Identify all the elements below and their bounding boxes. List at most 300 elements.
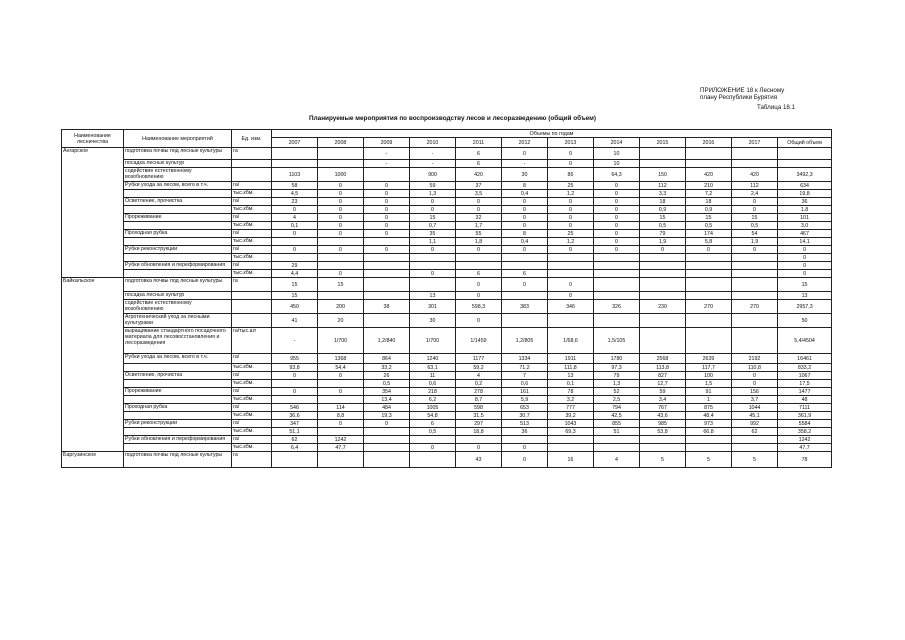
value-cell: 0 — [410, 198, 456, 206]
value-cell: 31,5 — [456, 412, 502, 420]
value-cell: 0,1 — [272, 222, 318, 230]
unit-cell: га — [232, 452, 272, 468]
value-cell: 3,5 — [456, 190, 502, 198]
table-row — [62, 404, 832, 412]
value-cell: 900 — [410, 168, 456, 182]
value-cell: 1780 — [594, 354, 640, 364]
value-cell — [364, 452, 410, 468]
year-header: 2011 — [456, 138, 502, 148]
value-cell: 0 — [732, 206, 778, 214]
value-cell — [640, 270, 686, 278]
value-cell — [640, 444, 686, 452]
value-cell: 16 — [548, 452, 594, 468]
value-cell: 0 — [594, 222, 640, 230]
value-cell: 794 — [594, 404, 640, 412]
value-cell: 19,8 — [778, 190, 832, 198]
value-cell: 3,2 — [548, 396, 594, 404]
value-cell: 54,4 — [318, 364, 364, 372]
value-cell: 30 — [502, 168, 548, 182]
value-cell: 0 — [778, 246, 832, 254]
value-cell: 420 — [686, 168, 732, 182]
forest-plan-table — [61, 129, 832, 468]
value-cell: 0,5 — [686, 222, 732, 230]
value-cell: 51,1 — [272, 428, 318, 436]
activity-name: Рубки реконструкции — [124, 246, 232, 254]
value-cell: 0 — [410, 206, 456, 214]
forestry-name: Байкальское — [62, 278, 124, 452]
value-cell: 23 — [272, 198, 318, 206]
value-cell — [364, 436, 410, 444]
value-cell: 93,8 — [272, 364, 318, 372]
value-cell: 0 — [318, 270, 364, 278]
value-cell: 484 — [364, 404, 410, 412]
unit-cell: тыс.кбм. — [232, 364, 272, 372]
value-cell — [594, 278, 640, 292]
unit-cell: га/ — [232, 182, 272, 190]
activity-name: посадка лесных культур — [124, 292, 232, 300]
value-cell — [686, 292, 732, 300]
value-cell: 955 — [272, 354, 318, 364]
value-cell: 210 — [686, 182, 732, 190]
value-cell: 0,5 — [640, 222, 686, 230]
value-cell: 15 — [318, 278, 364, 292]
value-cell — [318, 148, 364, 160]
value-cell — [364, 168, 410, 182]
value-cell — [318, 396, 364, 404]
value-cell: 5584 — [778, 420, 832, 428]
value-cell: 0 — [318, 190, 364, 198]
unit-cell — [232, 160, 272, 168]
value-cell: 0,6 — [502, 380, 548, 388]
value-cell — [732, 254, 778, 262]
value-cell: 20 — [318, 314, 364, 328]
value-cell: 1043 — [548, 420, 594, 428]
appendix-line-2: плану Республики Бурятия — [700, 94, 778, 102]
table-row — [62, 300, 832, 314]
value-cell: 0 — [410, 270, 456, 278]
value-cell: 230 — [640, 300, 686, 314]
activity-name: Рубки обновления и переформирования — [124, 262, 232, 270]
value-cell: 5,4/4504 — [778, 328, 832, 354]
col-unit: Ед. изм. — [232, 130, 272, 148]
activity-name — [124, 412, 232, 420]
value-cell — [732, 278, 778, 292]
value-cell — [364, 238, 410, 246]
value-cell: 1,8 — [456, 238, 502, 246]
value-cell — [318, 262, 364, 270]
activity-name: Проходная рубка — [124, 404, 232, 412]
value-cell: 14,1 — [778, 238, 832, 246]
value-cell — [640, 278, 686, 292]
value-cell: 5 — [732, 452, 778, 468]
activity-name: Осветление, прочистка — [124, 372, 232, 380]
value-cell: 54 — [732, 230, 778, 238]
activity-name: содействие естественному возобновлению — [124, 168, 232, 182]
year-header: 2013 — [548, 138, 594, 148]
value-cell: 25 — [548, 230, 594, 238]
value-cell: 101 — [778, 214, 832, 222]
value-cell — [548, 262, 594, 270]
value-cell: 0 — [318, 372, 364, 380]
value-cell — [364, 314, 410, 328]
forestry-name: Ангарское — [62, 148, 124, 278]
value-cell: 29 — [272, 262, 318, 270]
value-cell: 4,5 — [272, 190, 318, 198]
value-cell — [686, 148, 732, 160]
value-cell: 0 — [732, 380, 778, 388]
value-cell: 15 — [778, 278, 832, 292]
table-row — [62, 452, 832, 468]
value-cell: 0,7 — [410, 222, 456, 230]
value-cell: 112 — [640, 182, 686, 190]
value-cell — [272, 148, 318, 160]
value-cell: 1,2/805 — [502, 328, 548, 354]
value-cell: 0 — [548, 160, 594, 168]
value-cell: 17,5 — [778, 380, 832, 388]
value-cell: 1,5/105 — [594, 328, 640, 354]
value-cell — [410, 436, 456, 444]
value-cell: 32 — [456, 214, 502, 222]
value-cell: 301 — [410, 300, 456, 314]
appendix-line-1: ПРИЛОЖЕНИЕ 18 к Лесному — [700, 87, 785, 94]
value-cell: 0 — [364, 246, 410, 254]
value-cell — [686, 262, 732, 270]
value-cell — [640, 148, 686, 160]
value-cell: 0 — [502, 222, 548, 230]
value-cell: 43,6 — [640, 412, 686, 420]
value-cell: 111,8 — [548, 364, 594, 372]
value-cell: 0 — [594, 230, 640, 238]
table-row — [62, 396, 832, 404]
value-cell: 161 — [502, 388, 548, 396]
value-cell: 0 — [548, 198, 594, 206]
value-cell: 0 — [456, 444, 502, 452]
value-cell: 0 — [502, 246, 548, 254]
year-header: 2007 — [272, 138, 318, 148]
value-cell: 973 — [686, 420, 732, 428]
value-cell — [410, 278, 456, 292]
value-cell: 653 — [502, 404, 548, 412]
value-cell: 69,3 — [548, 428, 594, 436]
unit-cell: тыс.кбм. — [232, 254, 272, 262]
year-header: 2009 — [364, 138, 410, 148]
value-cell: 0 — [548, 206, 594, 214]
table-row — [62, 278, 832, 292]
value-cell: 1/700 — [318, 328, 364, 354]
value-cell: 1368 — [318, 354, 364, 364]
value-cell: 0,1 — [548, 380, 594, 388]
unit-cell: га/ — [232, 246, 272, 254]
value-cell: 55 — [456, 230, 502, 238]
activity-name — [124, 444, 232, 452]
value-cell: 1,1 — [410, 238, 456, 246]
activity-name: Осветление, прочистка — [124, 198, 232, 206]
value-cell: 79 — [594, 372, 640, 380]
unit-cell: га/ — [232, 262, 272, 270]
unit-cell: га/ — [232, 354, 272, 364]
value-cell: 8 — [502, 230, 548, 238]
value-cell: - — [364, 160, 410, 168]
table-row — [62, 182, 832, 190]
value-cell: 36,6 — [272, 412, 318, 420]
activity-name — [124, 270, 232, 278]
value-cell — [548, 314, 594, 328]
activity-name: Рубки ухода за лесом, всего в т.ч. — [124, 354, 232, 364]
value-cell: 0 — [594, 182, 640, 190]
year-header: 2010 — [410, 138, 456, 148]
value-cell: 1,9 — [640, 238, 686, 246]
value-cell: 6 — [502, 270, 548, 278]
value-cell: 0 — [456, 198, 502, 206]
value-cell — [686, 444, 732, 452]
value-cell: 0 — [272, 206, 318, 214]
unit-cell: тыс.кбм. — [232, 222, 272, 230]
value-cell: 117,7 — [686, 364, 732, 372]
value-cell: 113,8 — [640, 364, 686, 372]
value-cell: 58 — [272, 182, 318, 190]
value-cell — [364, 444, 410, 452]
value-cell: 18,8 — [456, 428, 502, 436]
value-cell: 0,6 — [410, 380, 456, 388]
year-header: 2012 — [502, 138, 548, 148]
value-cell: 13 — [410, 292, 456, 300]
value-cell: - — [502, 160, 548, 168]
value-cell: 8,8 — [318, 412, 364, 420]
value-cell: 4 — [272, 214, 318, 222]
value-cell: 3492,3 — [778, 168, 832, 182]
value-cell — [272, 238, 318, 246]
value-cell: 0 — [272, 372, 318, 380]
value-cell — [318, 428, 364, 436]
value-cell: 0 — [318, 214, 364, 222]
activity-name — [124, 428, 232, 436]
value-cell: 15 — [272, 292, 318, 300]
value-cell: 0 — [364, 190, 410, 198]
value-cell: 875 — [686, 404, 732, 412]
value-cell: 47,7 — [318, 444, 364, 452]
value-cell: 6 — [456, 270, 502, 278]
value-cell: 777 — [548, 404, 594, 412]
value-cell: 0,5 — [364, 380, 410, 388]
table-row — [62, 372, 832, 380]
value-cell: 855 — [594, 420, 640, 428]
value-cell: 59 — [640, 388, 686, 396]
value-cell: 0 — [548, 278, 594, 292]
value-cell — [456, 436, 502, 444]
value-cell: 1,2 — [548, 238, 594, 246]
year-header: 2016 — [686, 138, 732, 148]
value-cell: 0 — [364, 230, 410, 238]
value-cell: 53,8 — [640, 428, 686, 436]
activity-name: Рубки реконструкции — [124, 420, 232, 428]
value-cell: 174 — [686, 230, 732, 238]
value-cell: 38 — [364, 300, 410, 314]
activity-name — [124, 364, 232, 372]
value-cell — [686, 270, 732, 278]
value-cell: 1,5 — [686, 380, 732, 388]
value-cell: 64,3 — [594, 168, 640, 182]
value-cell: 36 — [502, 428, 548, 436]
value-cell — [640, 314, 686, 328]
table-row — [62, 444, 832, 452]
value-cell — [732, 262, 778, 270]
value-cell: 78 — [548, 388, 594, 396]
value-cell: 5,9 — [502, 396, 548, 404]
value-cell: 1,2 — [548, 190, 594, 198]
unit-cell: га/тыс.шт — [232, 328, 272, 354]
value-cell: 0 — [594, 214, 640, 222]
value-cell: 0 — [778, 254, 832, 262]
table-row — [62, 364, 832, 372]
value-cell: 513 — [502, 420, 548, 428]
value-cell: 0 — [502, 278, 548, 292]
value-cell — [272, 380, 318, 388]
unit-cell — [232, 168, 272, 182]
value-cell — [272, 160, 318, 168]
table-row — [62, 190, 832, 198]
table-row — [62, 380, 832, 388]
value-cell: 0 — [594, 206, 640, 214]
value-cell: 97,3 — [594, 364, 640, 372]
value-cell: 4 — [456, 372, 502, 380]
table-row — [62, 198, 832, 206]
value-cell: 15 — [732, 214, 778, 222]
value-cell: 358,2 — [778, 428, 832, 436]
document-title: Планируемые мероприятия по воспроизводству лесов и лесоразведению (общий объем) — [308, 115, 596, 122]
value-cell: 0 — [778, 270, 832, 278]
activity-name: содействие естественному возобновлению — [124, 300, 232, 314]
value-cell: 0 — [548, 246, 594, 254]
activity-name — [124, 254, 232, 262]
value-cell: 48,4 — [686, 412, 732, 420]
table-number: Таблица 18.1 — [756, 104, 795, 111]
value-cell — [502, 254, 548, 262]
table-row — [62, 436, 832, 444]
table-row — [62, 412, 832, 420]
activity-name: подготовка почвы под лесные культуры — [124, 148, 232, 160]
activity-name: Прореживание — [124, 388, 232, 396]
value-cell: 3,7 — [732, 396, 778, 404]
value-cell — [502, 292, 548, 300]
unit-cell: га — [232, 278, 272, 292]
value-cell — [732, 292, 778, 300]
value-cell: 200 — [318, 300, 364, 314]
unit-cell — [232, 300, 272, 314]
value-cell: 66,8 — [686, 428, 732, 436]
value-cell: 864 — [364, 354, 410, 364]
year-header: 2015 — [640, 138, 686, 148]
value-cell — [272, 396, 318, 404]
value-cell: 420 — [456, 168, 502, 182]
value-cell: 218 — [410, 388, 456, 396]
value-cell: 30,7 — [502, 412, 548, 420]
activity-name: подготовка почвы под лесные культуры — [124, 278, 232, 292]
value-cell: 33,2 — [364, 364, 410, 372]
value-cell: 62 — [732, 428, 778, 436]
value-cell: 1,9 — [732, 238, 778, 246]
value-cell: 0 — [364, 206, 410, 214]
value-cell: 0 — [410, 444, 456, 452]
value-cell: 78 — [778, 452, 832, 468]
value-cell: 0 — [502, 198, 548, 206]
value-cell: 1/700 — [410, 328, 456, 354]
col-forestry: Наименование лесничества — [62, 130, 124, 148]
value-cell: 0 — [594, 238, 640, 246]
value-cell: 39,2 — [548, 412, 594, 420]
value-cell: 0,9 — [686, 206, 732, 214]
unit-cell — [232, 292, 272, 300]
value-cell: 7111 — [778, 404, 832, 412]
value-cell: 0 — [548, 214, 594, 222]
value-cell: 2,4 — [732, 190, 778, 198]
value-cell — [640, 292, 686, 300]
value-cell: 833,2 — [778, 364, 832, 372]
value-cell — [410, 452, 456, 468]
value-cell: 347 — [272, 420, 318, 428]
value-cell: 8,7 — [456, 396, 502, 404]
value-cell: 827 — [640, 372, 686, 380]
unit-cell: га/ — [232, 404, 272, 412]
value-cell: 13 — [778, 292, 832, 300]
value-cell: 19,3 — [364, 412, 410, 420]
value-cell: 112 — [732, 182, 778, 190]
activity-name — [124, 222, 232, 230]
unit-cell: тыс.кбм. — [232, 412, 272, 420]
value-cell: 7 — [502, 372, 548, 380]
value-cell — [686, 254, 732, 262]
value-cell — [686, 278, 732, 292]
value-cell: 1005 — [410, 404, 456, 412]
value-cell: 0 — [318, 198, 364, 206]
value-cell: 992 — [732, 420, 778, 428]
value-cell — [364, 428, 410, 436]
year-header: 2017 — [732, 138, 778, 148]
value-cell: 51 — [594, 428, 640, 436]
value-cell: 1/1459 — [456, 328, 502, 354]
value-cell: 0 — [686, 246, 732, 254]
value-cell: 1103 — [272, 168, 318, 182]
activity-name — [124, 238, 232, 246]
value-cell — [318, 238, 364, 246]
value-cell: 150 — [640, 168, 686, 182]
value-cell: 598 — [456, 404, 502, 412]
value-cell: 0 — [502, 444, 548, 452]
value-cell: 12,7 — [640, 380, 686, 388]
value-cell: 0 — [364, 222, 410, 230]
value-cell: 1,2/840 — [364, 328, 410, 354]
value-cell: 47,7 — [778, 444, 832, 452]
value-cell: 6 — [456, 148, 502, 160]
unit-cell: тыс.кбм. — [232, 190, 272, 198]
value-cell: 3,0 — [778, 222, 832, 230]
value-cell: 15 — [640, 214, 686, 222]
value-cell: 0 — [318, 388, 364, 396]
value-cell: 15 — [686, 214, 732, 222]
value-cell: 5 — [686, 452, 732, 468]
value-cell: 0,5 — [410, 428, 456, 436]
unit-cell: тыс.кбм. — [232, 380, 272, 388]
value-cell: 0 — [410, 246, 456, 254]
value-cell: 50 — [778, 314, 832, 328]
year-header: Общий объем — [778, 138, 832, 148]
unit-cell: га/ — [232, 230, 272, 238]
table-row — [62, 160, 832, 168]
value-cell — [640, 254, 686, 262]
value-cell: 985 — [640, 420, 686, 428]
value-cell — [594, 262, 640, 270]
value-cell: 1000 — [318, 168, 364, 182]
value-cell: 1,8 — [778, 206, 832, 214]
